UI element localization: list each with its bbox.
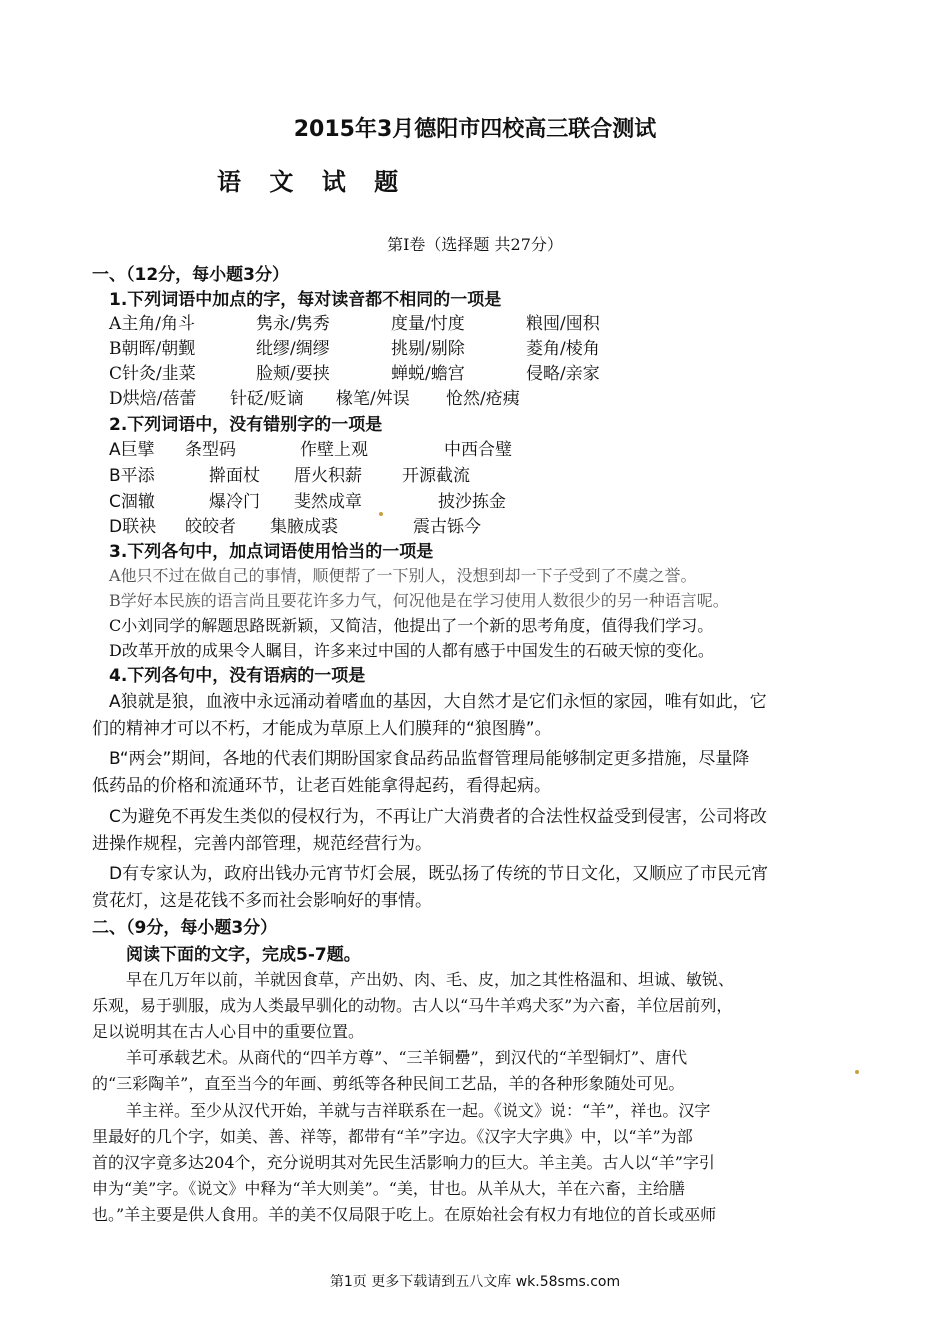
q1-option-c-3: 蝉蜕/蟾宫 — [391, 364, 465, 384]
q2-prompt: 2.下列词语中，没有错别字的一项是 — [109, 415, 383, 435]
passage-p3-line4: 申为“美”字。《说文》中释为“羊大则美”。“美，甘也。从羊从大，羊在六畜，主给膳 — [92, 1179, 685, 1198]
section-2-heading: 二、（9分，每小题3分） — [92, 918, 278, 938]
q1-option-d-4: 怆然/疮痍 — [446, 389, 520, 409]
q2-option-a-4: 中西合璧 — [444, 440, 512, 460]
q3-option-d: D改革开放的成果令人瞩目，许多来过中国的人都有感于中国发生的石破天惊的变化。 — [109, 641, 714, 660]
passage-p2-line1: 羊可承载艺术。从商代的“四羊方尊”、“三羊铜罍”，到汉代的“羊型铜灯”、唐代 — [126, 1048, 688, 1067]
q2-option-a-2: 条型码 — [185, 440, 236, 460]
q4-option-a-line2: 们的精神才可以不朽，才能成为草原上人们膜拜的“狼图腾”。 — [92, 719, 552, 739]
q1-prompt: 1.下列词语中加点的字，每对读音都不相同的一项是 — [109, 290, 502, 310]
stray-mark — [379, 505, 383, 523]
q1-option-d-2: 针砭/贬谪 — [230, 389, 304, 409]
q4-option-b-line2: 低药品的价格和流通环节，让老百姓能拿得起药，看得起病。 — [92, 776, 551, 796]
q2-option-d-2: 皎皎者 — [185, 517, 236, 537]
stray-mark — [855, 1063, 859, 1081]
q1-option-c-4: 侵略/亲家 — [526, 364, 600, 384]
q2-option-d-1: D联袂 — [109, 517, 157, 537]
page-subtitle: 语 文 试 题 — [217, 168, 409, 196]
q1-option-b-3: 挑剔/剔除 — [391, 339, 465, 359]
q4-option-d-line1: D有专家认为，政府出钱办元宵节灯会展，既弘扬了传统的节日文化，又顺应了市民元宵 — [109, 864, 769, 884]
q2-option-a-1: A巨擘 — [109, 440, 155, 460]
q4-option-c-line1: C为避免不再发生类似的侵权行为，不再让广大消费者的合法性权益受到侵害，公司将改 — [109, 807, 767, 827]
volume-heading: 第Ⅰ卷（选择题 共27分） — [387, 235, 563, 254]
q3-option-a: A他只不过在做自己的事情，顺便帮了一下别人，没想到却一下子受到了不虞之誉。 — [109, 566, 697, 585]
q1-option-b-2: 纰缪/绸缪 — [256, 339, 330, 359]
passage-p3-line1: 羊主祥。至少从汉代开始，羊就与吉祥联系在一起。《说文》说：“羊”，祥也。汉字 — [126, 1101, 711, 1120]
q2-option-d-4: 震古铄今 — [413, 517, 481, 537]
q4-option-a-line1: A狼就是狼，血液中永远涌动着嗜血的基因，大自然才是它们永恒的家园，唯有如此，它 — [109, 692, 767, 712]
q1-option-c-1: C针灸/韭菜 — [109, 364, 196, 384]
q1-option-a-1: A主角/角斗 — [109, 314, 196, 334]
passage-p1-line2: 乐观，易于驯服，成为人类最早驯化的动物。古人以“马牛羊鸡犬豕”为六畜，羊位居前列， — [92, 996, 733, 1015]
q1-option-b-4: 菱角/棱角 — [526, 339, 600, 359]
q3-prompt: 3.下列各句中，加点词语使用恰当的一项是 — [109, 542, 434, 562]
passage-p3-line3: 首的汉字竟多达204个，充分说明其对先民生活影响力的巨大。羊主美。古人以“羊”字引 — [92, 1153, 715, 1172]
passage-p3-line2: 里最好的几个字，如美、善、祥等，都带有“羊”字边。《汉字大字典》中，以“羊”为部 — [92, 1127, 693, 1146]
q2-option-c-2: 爆冷门 — [209, 492, 260, 512]
q4-option-c-line2: 进操作规程，完善内部管理，规范经营行为。 — [92, 834, 432, 854]
q1-option-a-3: 度量/忖度 — [391, 314, 465, 334]
section-1-heading: 一、（12分，每小题3分） — [92, 265, 289, 285]
q1-option-b-1: B朝晖/朝觐 — [109, 339, 196, 359]
q2-option-b-2: 擀面杖 — [209, 466, 260, 486]
q2-option-c-1: C涸辙 — [109, 492, 155, 512]
passage-p1-line1: 早在几万年以前，羊就因食草，产出奶、肉、毛、皮，加之其性格温和、坦诚、敏锐、 — [126, 970, 735, 989]
q4-option-d-line2: 赏花灯，这是花钱不多而社会影响好的事情。 — [92, 891, 432, 911]
q1-option-a-2: 隽永/隽秀 — [256, 314, 330, 334]
passage-p1-line3: 足以说明其在古人心目中的重要位置。 — [92, 1022, 365, 1041]
q3-option-b: B学好本民族的语言尚且要花许多力气，何况他是在学习使用人数很少的另一种语言呢。 — [109, 591, 729, 610]
q3-option-c: C小刘同学的解题思路既新颖，又简洁，他提出了一个新的思考角度，值得我们学习。 — [109, 616, 714, 635]
q4-prompt: 4.下列各句中，没有语病的一项是 — [109, 666, 366, 686]
q1-option-a-4: 粮囤/囤积 — [526, 314, 600, 334]
passage-p2-line2: 的“三彩陶羊”，直至当今的年画、剪纸等各种民间工艺品，羊的各种形象随处可见。 — [92, 1074, 685, 1093]
q2-option-c-3: 斐然成章 — [294, 492, 362, 512]
q2-option-b-4: 开源截流 — [402, 466, 470, 486]
passage-p3-line5: 也。”羊主要是供人食用。羊的美不仅局限于吃上。在原始社会有权力有地位的首长或巫师 — [92, 1205, 717, 1224]
q2-option-d-3: 集腋成裘 — [270, 517, 338, 537]
q2-option-b-1: B平添 — [109, 466, 155, 486]
q4-option-b-line1: B“两会”期间，各地的代表们期盼国家食品药品监督管理局能够制定更多措施，尽量降 — [109, 749, 750, 769]
q1-option-d-1: D烘焙/蓓蕾 — [109, 389, 197, 409]
q2-option-c-4: 披沙拣金 — [438, 492, 506, 512]
reading-instruction: 阅读下面的文字，完成5-7题。 — [126, 945, 361, 965]
q2-option-b-3: 厝火积薪 — [294, 466, 362, 486]
q1-option-d-3: 椽笔/舛误 — [336, 389, 410, 409]
q1-option-c-2: 脸颊/要挟 — [256, 364, 330, 384]
page-footer: 第1页 更多下载请到五八文库 wk.58sms.com — [329, 1274, 621, 1290]
q2-option-a-3: 作壁上观 — [300, 440, 368, 460]
page-title: 2015年3月德阳市四校高三联合测试 — [293, 117, 657, 142]
